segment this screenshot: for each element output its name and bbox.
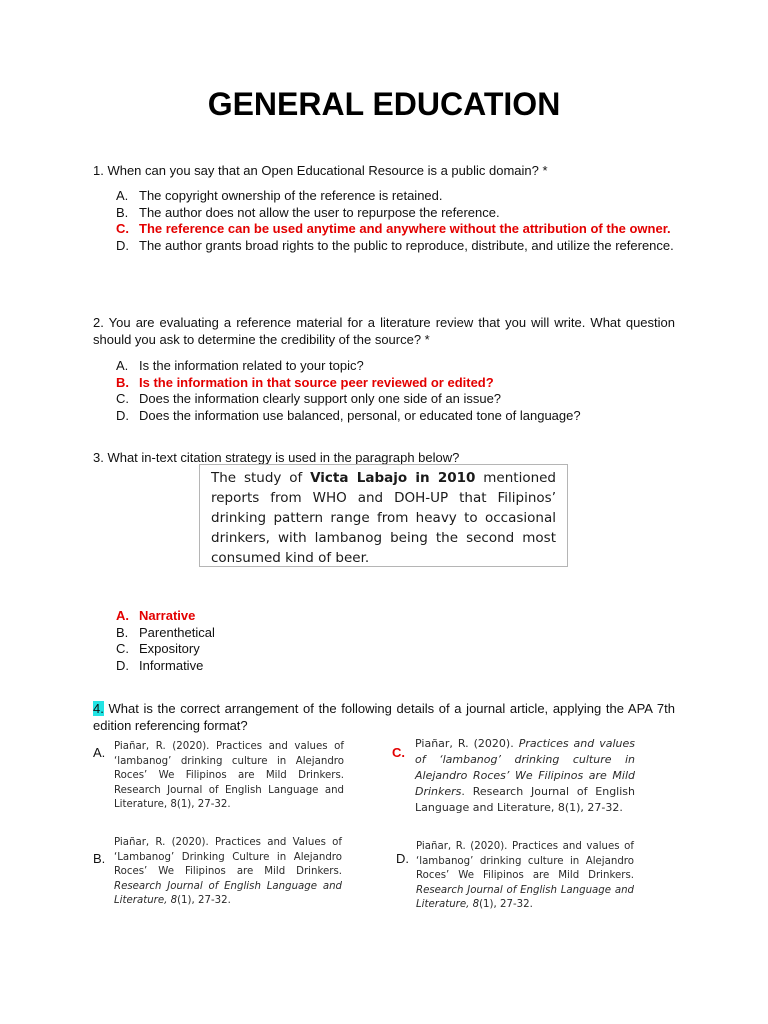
question-3-options <box>116 608 676 674</box>
question-1-text: 1. When can you say that an Open Educational Resource is a public domain? * <box>93 163 548 178</box>
option-2b[interactable]: B. Is the information in that source peer reviewed or edited? <box>116 374 494 390</box>
option-3a[interactable]: A. Narrative <box>116 608 196 623</box>
question-2-options <box>116 358 676 424</box>
option-1d[interactable]: D. The author grants broad rights to the public to reproduce, distribute, and utilize the reference. <box>116 237 674 253</box>
question-2-text: 2. You are evaluating a reference material for a literature review that you will write. What question should you ask to determine the credibility of the source? * <box>93 315 675 347</box>
option-4a-reference[interactable]: Piañar, R. (2020). Practices and values of ‘lambanog’ drinking culture in Alejandro Roces’ We Filipinos are Mild Drinkers. Research Journal of English Language and Literature, 8(1), 27-32. <box>114 741 344 810</box>
citation-paragraph: The study of Victa Labajo in 2010 mentioned reports from WHO and DOH-UP that Filipinos’ drinking pattern range from heavy to occasional drinkers, with lambanog being the second most consumed kind of beer. <box>199 464 568 567</box>
option-1c[interactable]: C. The reference can be used anytime and anywhere without the attribution of the owner. <box>116 221 671 236</box>
page-title: GENERAL EDUCATION <box>207 86 561 122</box>
question-4-text: 4. What is the correct arrangement of the following details of a journal article, applying the APA 7th edition referencing format? <box>93 701 675 733</box>
option-3d[interactable]: D. Informative <box>116 657 204 673</box>
option-4b-reference[interactable]: Piañar, R. (2020). Practices and Values of ‘Lambanog’ Drinking Culture in Alejandro Roces’ We Filipinos are Mild Drinkers. Research Journal of English Language and Literature, 8(1), 27-32. <box>114 837 342 906</box>
option-3b[interactable]: B. Parenthetical <box>116 624 215 640</box>
citation-author-year: Victa Labajo in 2010 <box>310 470 476 486</box>
option-4a-letter[interactable]: A. <box>93 745 106 760</box>
question-1-options <box>116 188 676 254</box>
option-1b[interactable]: B. The author does not allow the user to repurpose the reference. <box>116 204 500 220</box>
option-4b-letter[interactable]: B. <box>93 851 106 866</box>
option-2a[interactable]: A. Is the information related to your topic? <box>116 358 364 373</box>
option-4c-reference[interactable]: Piañar, R. (2020). Practices and values of ‘lambanog’ drinking culture in Alejandro Roces’ We Filipinos are Mild Drinkers. Research Journal of English Language and Literature, 8(1), 27-32. <box>415 737 636 814</box>
option-3c[interactable]: C. Expository <box>116 641 200 656</box>
option-1a[interactable]: A. The copyright ownership of the reference is retained. <box>116 188 443 203</box>
option-4d-letter[interactable]: D. <box>396 851 409 866</box>
option-4c-letter[interactable]: C. <box>392 745 405 760</box>
option-2c[interactable]: C. Does the information clearly support only one side of an issue? <box>116 391 502 406</box>
option-2d[interactable]: D. Does the information use balanced, personal, or educated tone of language? <box>116 407 581 423</box>
question-3-text: 3. What in-text citation strategy is used in the paragraph below? <box>93 450 460 465</box>
option-4d-reference[interactable]: Piañar, R. (2020). Practices and values of ‘lambanog’ drinking culture in Alejandro Roces’ We Filipinos are Mild Drinkers. Research Journal of English Language and Literature, 8(1), 27-32. <box>416 841 634 910</box>
question-4-number: 4. <box>93 701 104 716</box>
